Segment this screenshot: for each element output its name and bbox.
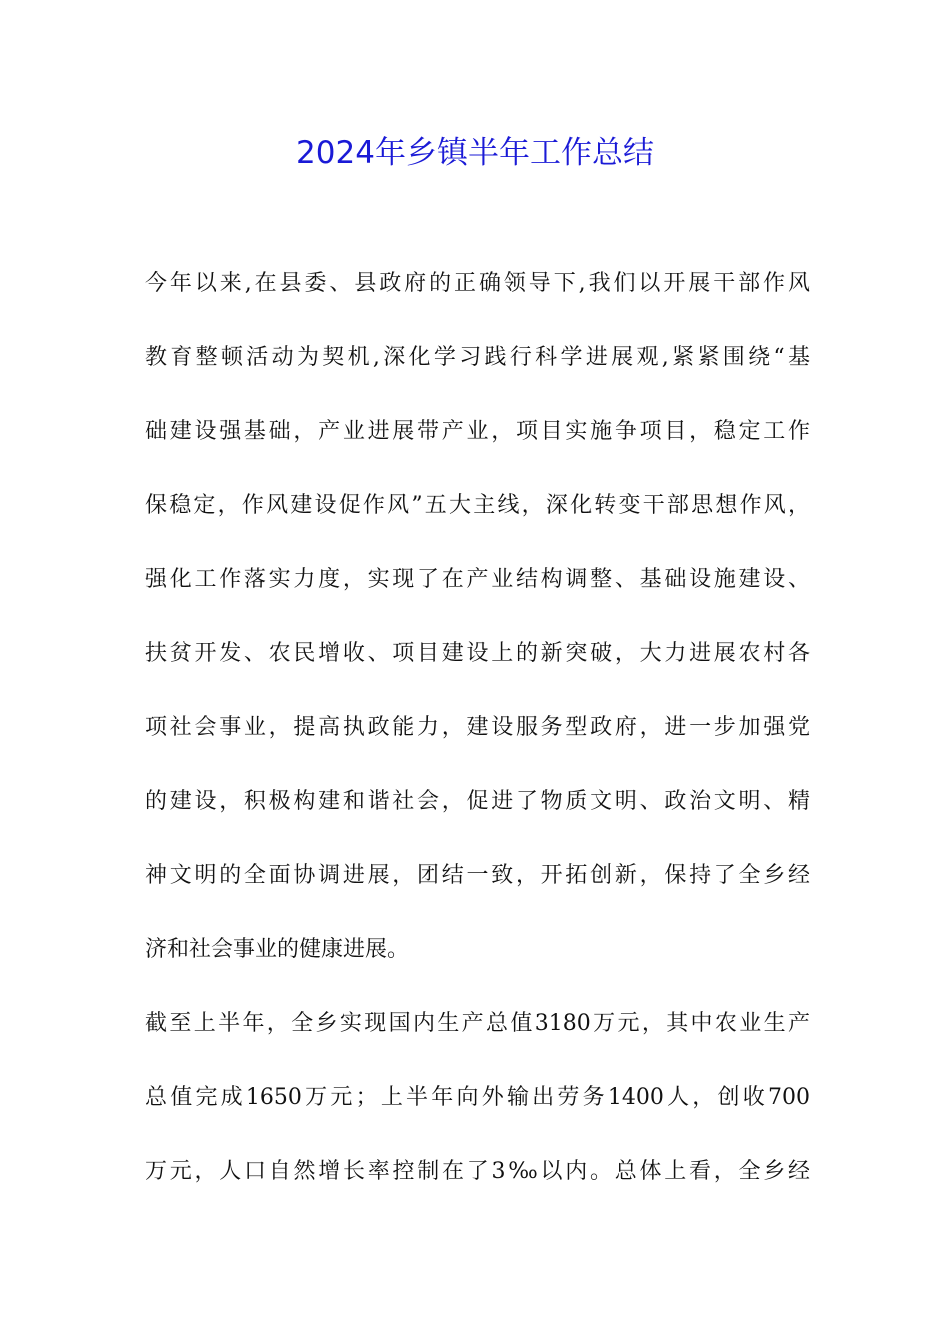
text-line: 强化工作落实力度，实现了在产业结构调整、基础设施建设、 bbox=[145, 567, 810, 592]
document-title: 2024年乡镇半年工作总结 bbox=[296, 135, 654, 171]
text-line: 教育整顿活动为契机,深化学习践行科学进展观,紧紧围绕“基 bbox=[145, 345, 810, 370]
text-line: 扶贫开发、农民增收、项目建设上的新突破，大力进展农村各 bbox=[145, 641, 810, 666]
paragraph-intro bbox=[145, 258, 810, 998]
text-line: 神文明的全面协调进展，团结一致，开拓创新，保持了全乡经 bbox=[145, 863, 810, 888]
text-line: 项社会事业，提高执政能力，建设服务型政府，进一步加强党 bbox=[145, 715, 810, 740]
document-body bbox=[145, 258, 810, 1220]
paragraph-statistics bbox=[145, 998, 810, 1220]
text-line: 总值完成1650万元；上半年向外输出劳务1400人，创收700 bbox=[145, 1085, 810, 1110]
text-line: 截至上半年，全乡实现国内生产总值3180万元，其中农业生产 bbox=[145, 1011, 810, 1036]
text-line: 保稳定，作风建设促作风”五大主线，深化转变干部思想作风， bbox=[145, 493, 810, 518]
text-line: 的建设，积极构建和谐社会，促进了物质文明、政治文明、精 bbox=[145, 789, 810, 814]
text-line: 今年以来,在县委、县政府的正确领导下,我们以开展干部作风 bbox=[145, 271, 810, 296]
text-line: 济和社会事业的健康进展。 bbox=[145, 937, 410, 962]
text-line: 础建设强基础，产业进展带产业，项目实施争项目，稳定工作 bbox=[145, 419, 810, 444]
text-line: 万元，人口自然增长率控制在了3‰以内。总体上看，全乡经 bbox=[145, 1159, 810, 1184]
